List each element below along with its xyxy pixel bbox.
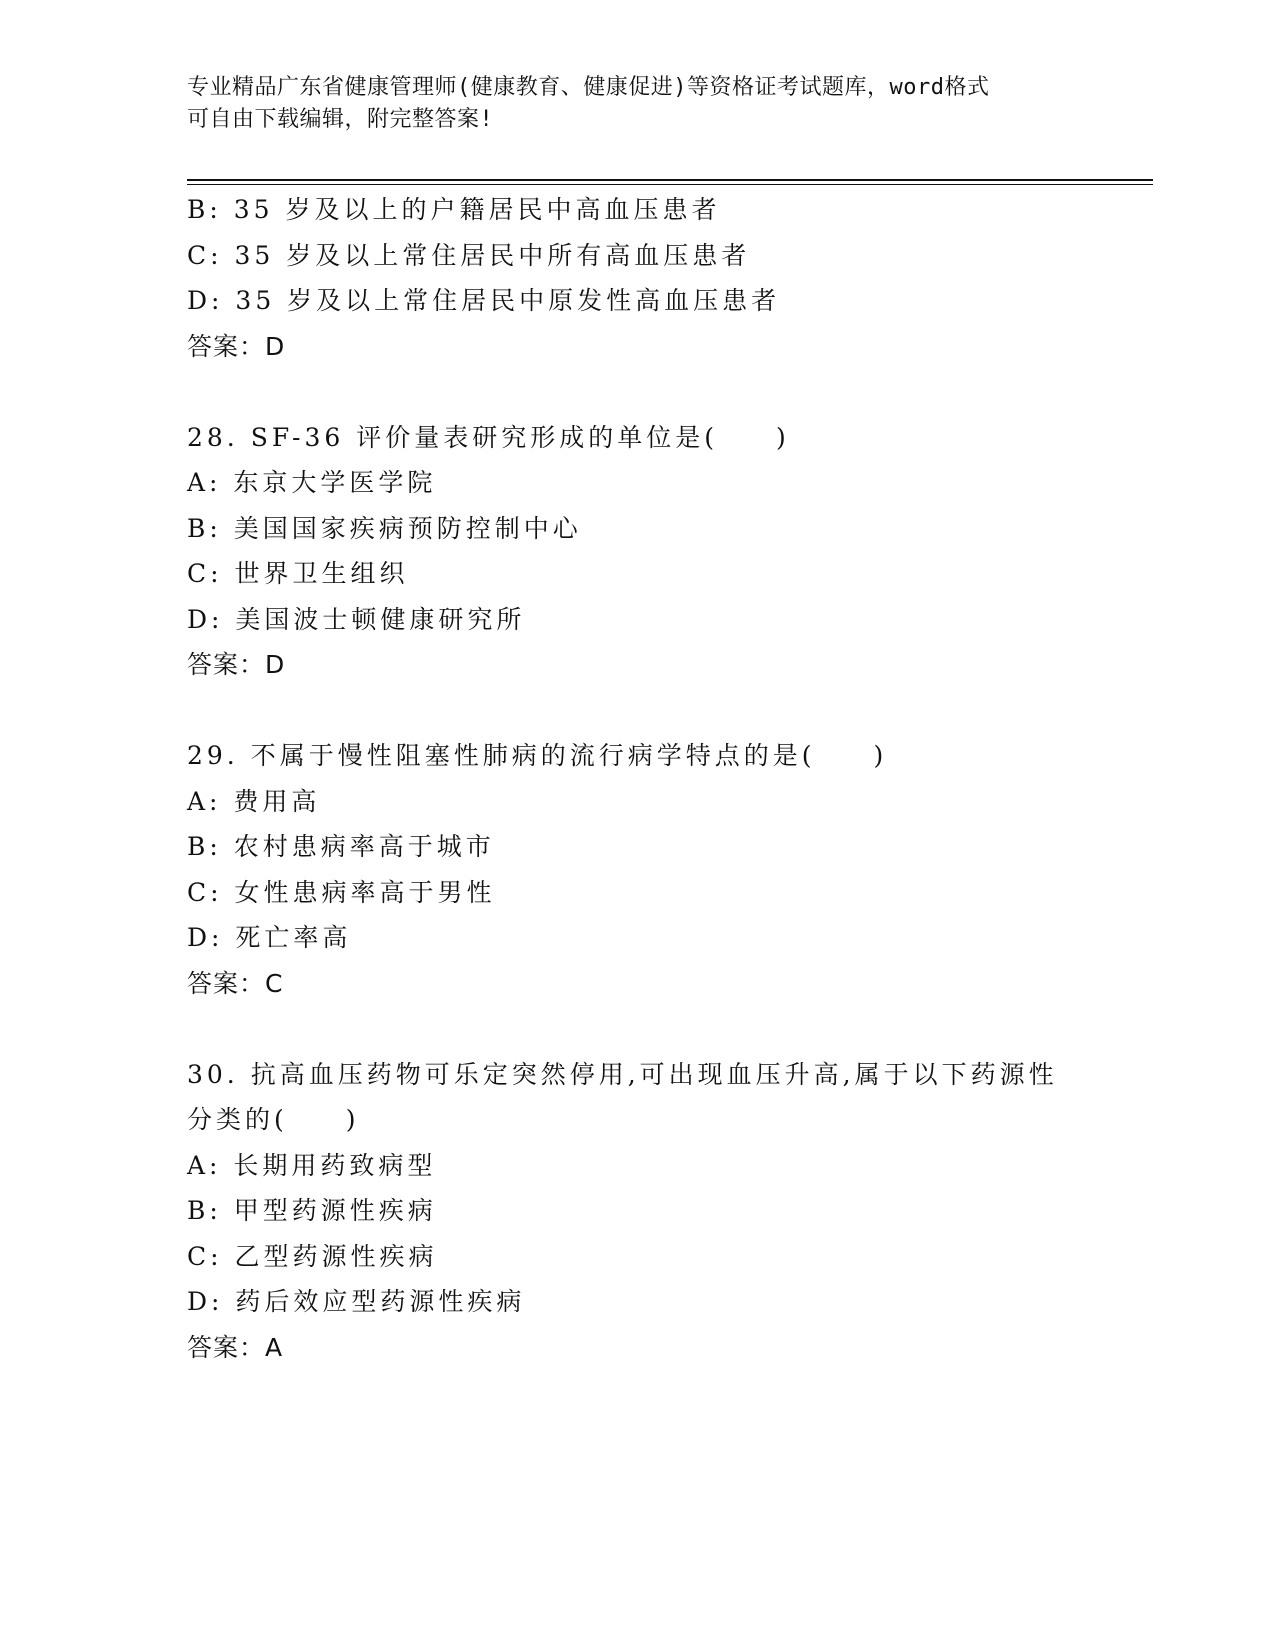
question-list (187, 187, 1087, 1370)
header-line-2: 可自由下载编辑，附完整答案! (187, 107, 494, 132)
question-29 (187, 733, 1087, 1006)
option-b: B: 35 岁及以上的户籍居民中高血压患者 (187, 195, 721, 224)
question-27-continued (187, 187, 1087, 369)
question-30 (187, 1052, 1087, 1371)
spacer (187, 369, 1087, 415)
option-d: D: 药后效应型药源性疾病 (187, 1287, 526, 1316)
question-stem: 29. 不属于慢性阻塞性肺病的流行病学特点的是( ) (187, 741, 888, 770)
spacer (187, 1006, 1087, 1052)
option-a: A: 长期用药致病型 (187, 1150, 437, 1180)
answer-line: 答案：D (187, 331, 286, 361)
option-b: B: 甲型药源性疾病 (187, 1196, 437, 1225)
option-c: C: 世界卫生组织 (187, 559, 409, 588)
header-line-1: 专业精品广东省健康管理师(健康教育、健康促进)等资格证考试题库，word格式 (187, 75, 990, 100)
spacer (187, 688, 1087, 734)
option-c: C: 乙型药源性疾病 (187, 1241, 438, 1271)
option-d: D: 35 岁及以上常住居民中原发性高血压患者 (187, 286, 781, 315)
page-header (187, 72, 1087, 136)
option-c: C: 女性患病率高于男性 (187, 877, 496, 907)
header-rule-thin (187, 184, 1153, 185)
option-a: A: 东京大学医学院 (187, 468, 437, 497)
question-stem: 28. SF-36 评价量表研究形成的单位是( ) (187, 422, 790, 452)
option-c: C: 35 岁及以上常住居民中所有高血压患者 (187, 240, 751, 270)
option-a: A: 费用高 (187, 786, 321, 816)
question-stem-continued: 分类的( ) (187, 1105, 360, 1134)
question-28 (187, 415, 1087, 688)
answer-line: 答案：A (187, 1332, 284, 1362)
option-d: D: 美国波士顿健康研究所 (187, 604, 526, 634)
answer-line: 答案：C (187, 968, 284, 998)
question-stem: 30. 抗高血压药物可乐定突然停用,可出现血压升高,属于以下药源性 (187, 1059, 1058, 1089)
option-d: D: 死亡率高 (187, 923, 352, 952)
option-b: B: 美国国家疾病预防控制中心 (187, 513, 582, 543)
option-b: B: 农村患病率高于城市 (187, 832, 495, 861)
answer-line: 答案：D (187, 650, 286, 679)
header-rule-thick (187, 179, 1153, 181)
